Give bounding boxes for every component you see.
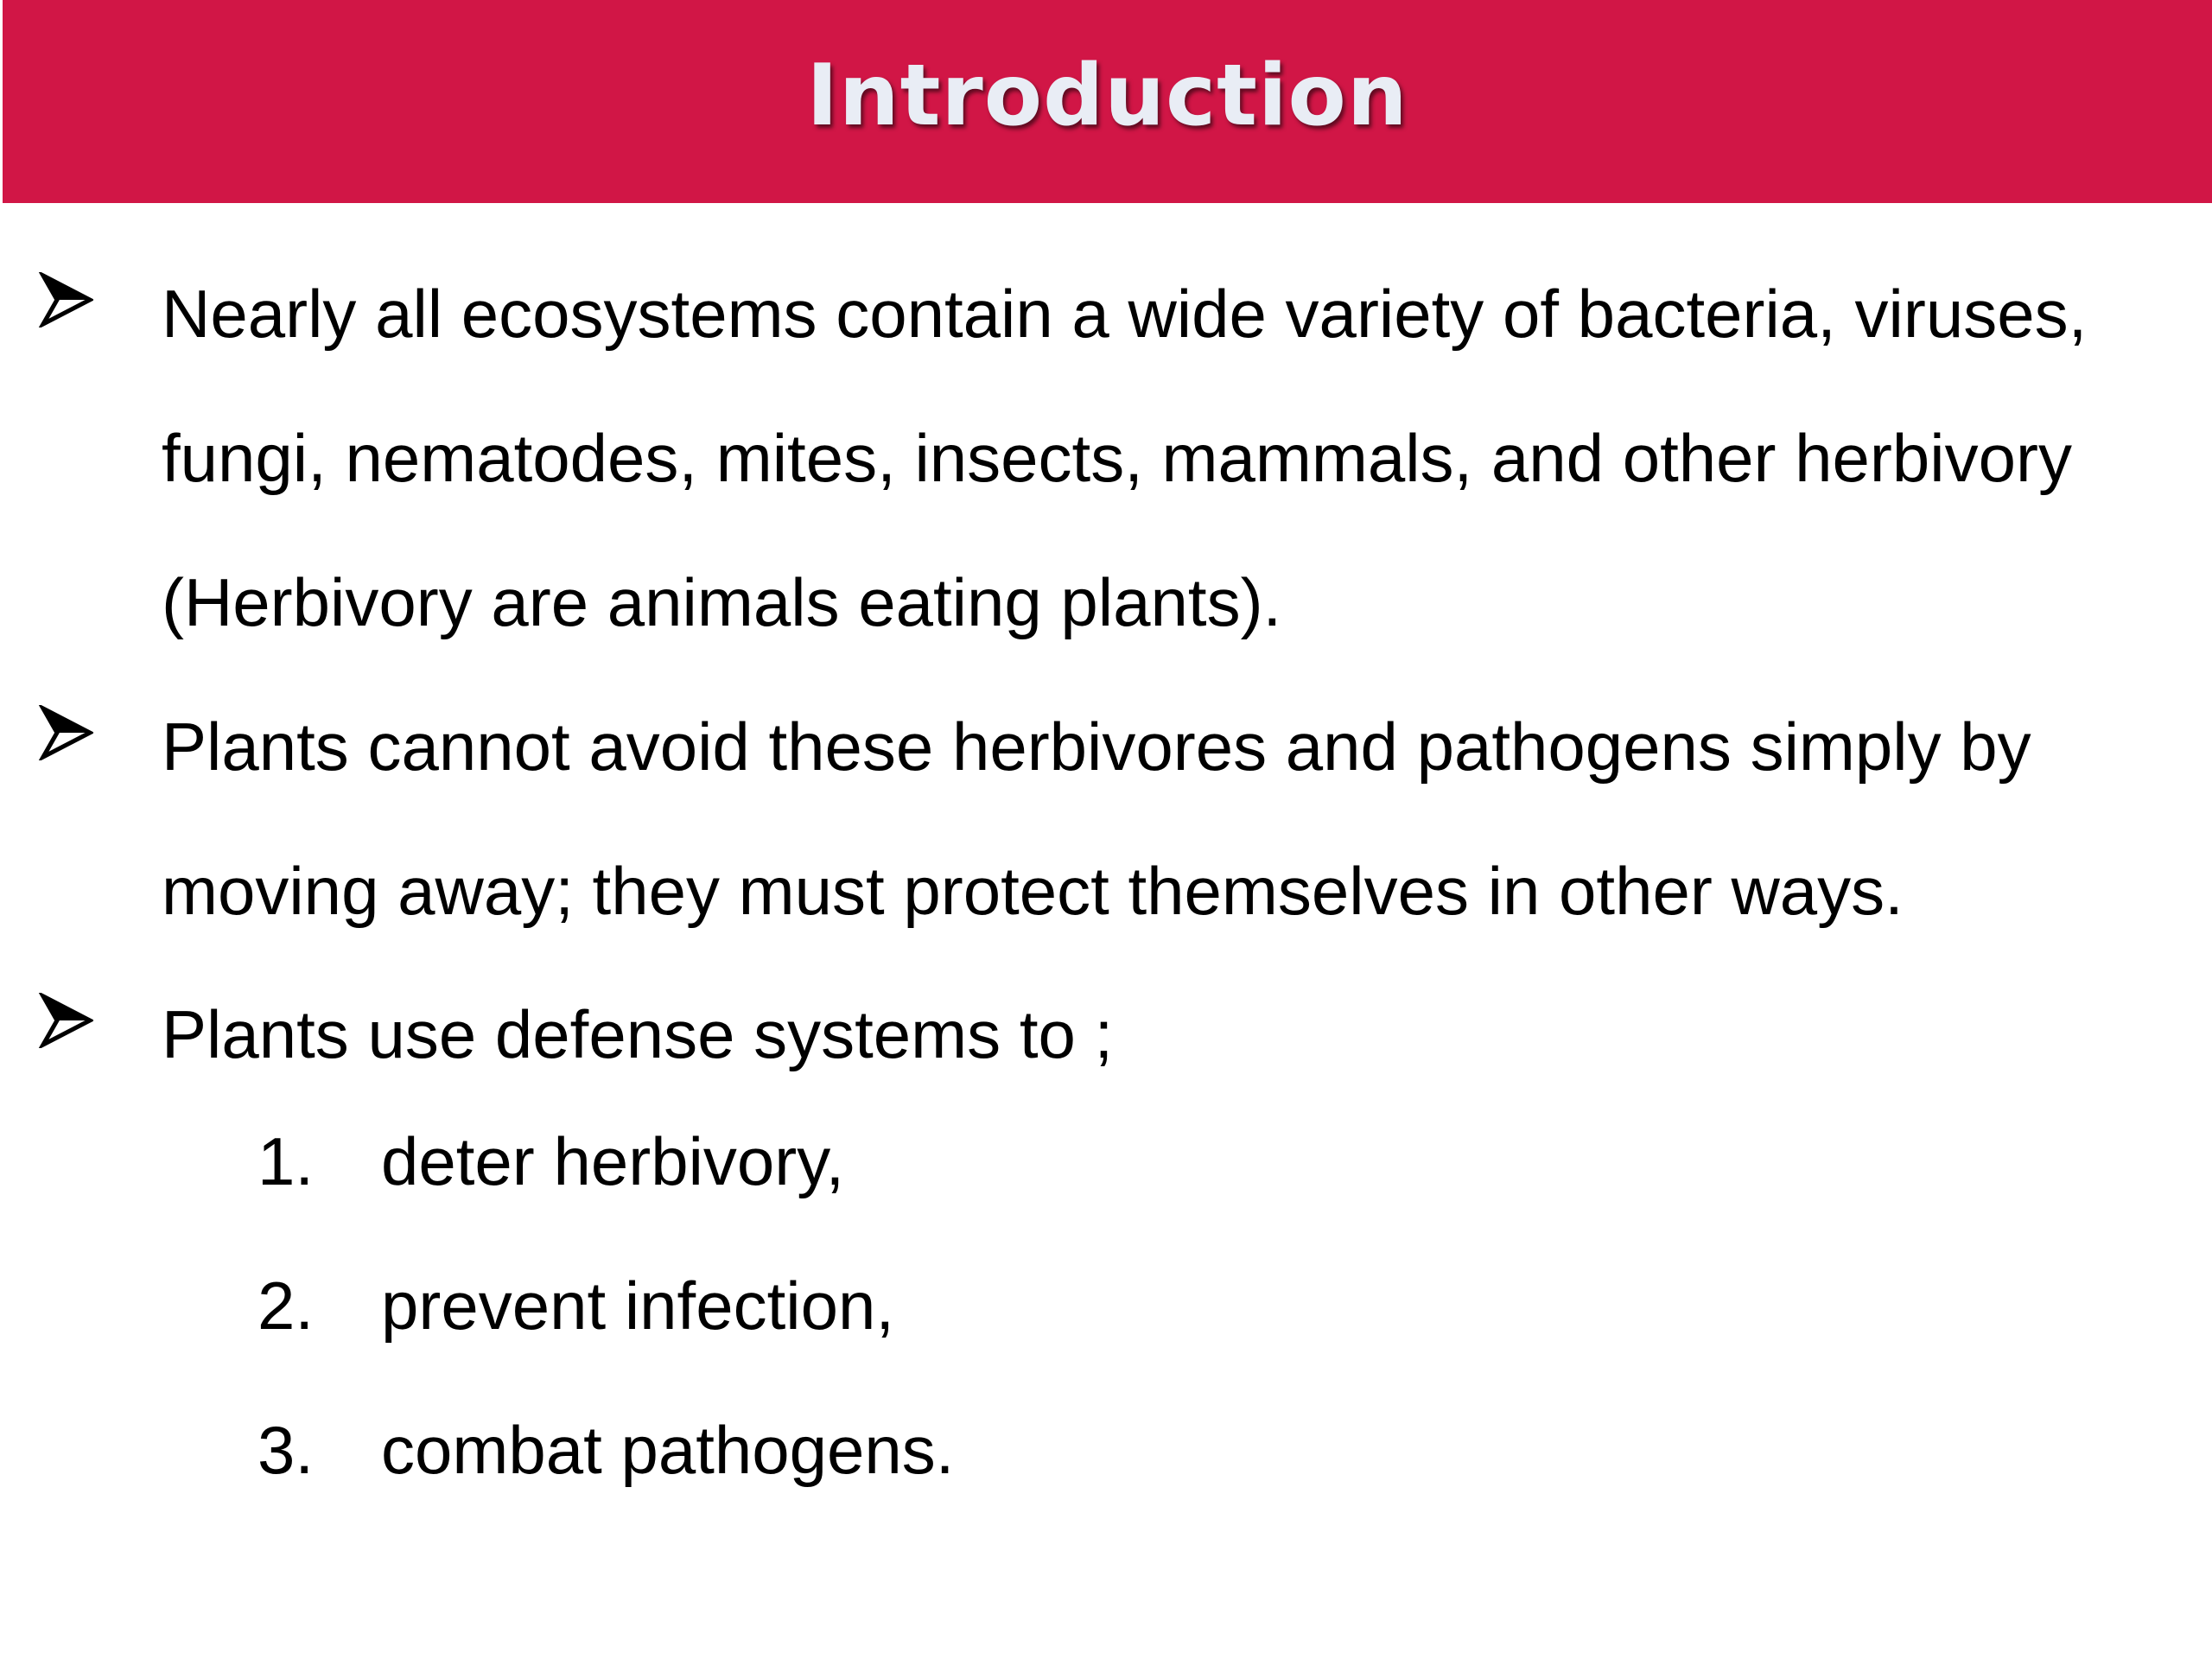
- bullet-text: Plants use defense systems to ;: [162, 996, 1114, 1072]
- bullet-text: Nearly all ecosystems contain a wide variety of bacteria, viruses, fungi, nematodes, mites, insects, mammals, and other herbivory (Herbivory are animals eating plants).: [162, 276, 2088, 640]
- item-number: 2.: [257, 1268, 315, 1344]
- arrow-bullet-icon: [38, 705, 93, 760]
- arrow-bullet-icon: [38, 272, 93, 327]
- slide-title: Introduction: [806, 46, 1408, 145]
- arrow-bullet-icon: [38, 993, 93, 1048]
- item-number: 1.: [257, 1123, 315, 1199]
- title-bar: [3, 0, 2212, 203]
- item-number: 3.: [257, 1412, 315, 1488]
- bullet-text: Plants cannot avoid these herbivores and pathogens simply by moving away; they must protect themselves in other ways.: [162, 709, 2031, 929]
- item-text: combat pathogens.: [381, 1412, 955, 1488]
- item-text: prevent infection,: [381, 1268, 895, 1344]
- item-text: deter herbivory,: [381, 1123, 845, 1199]
